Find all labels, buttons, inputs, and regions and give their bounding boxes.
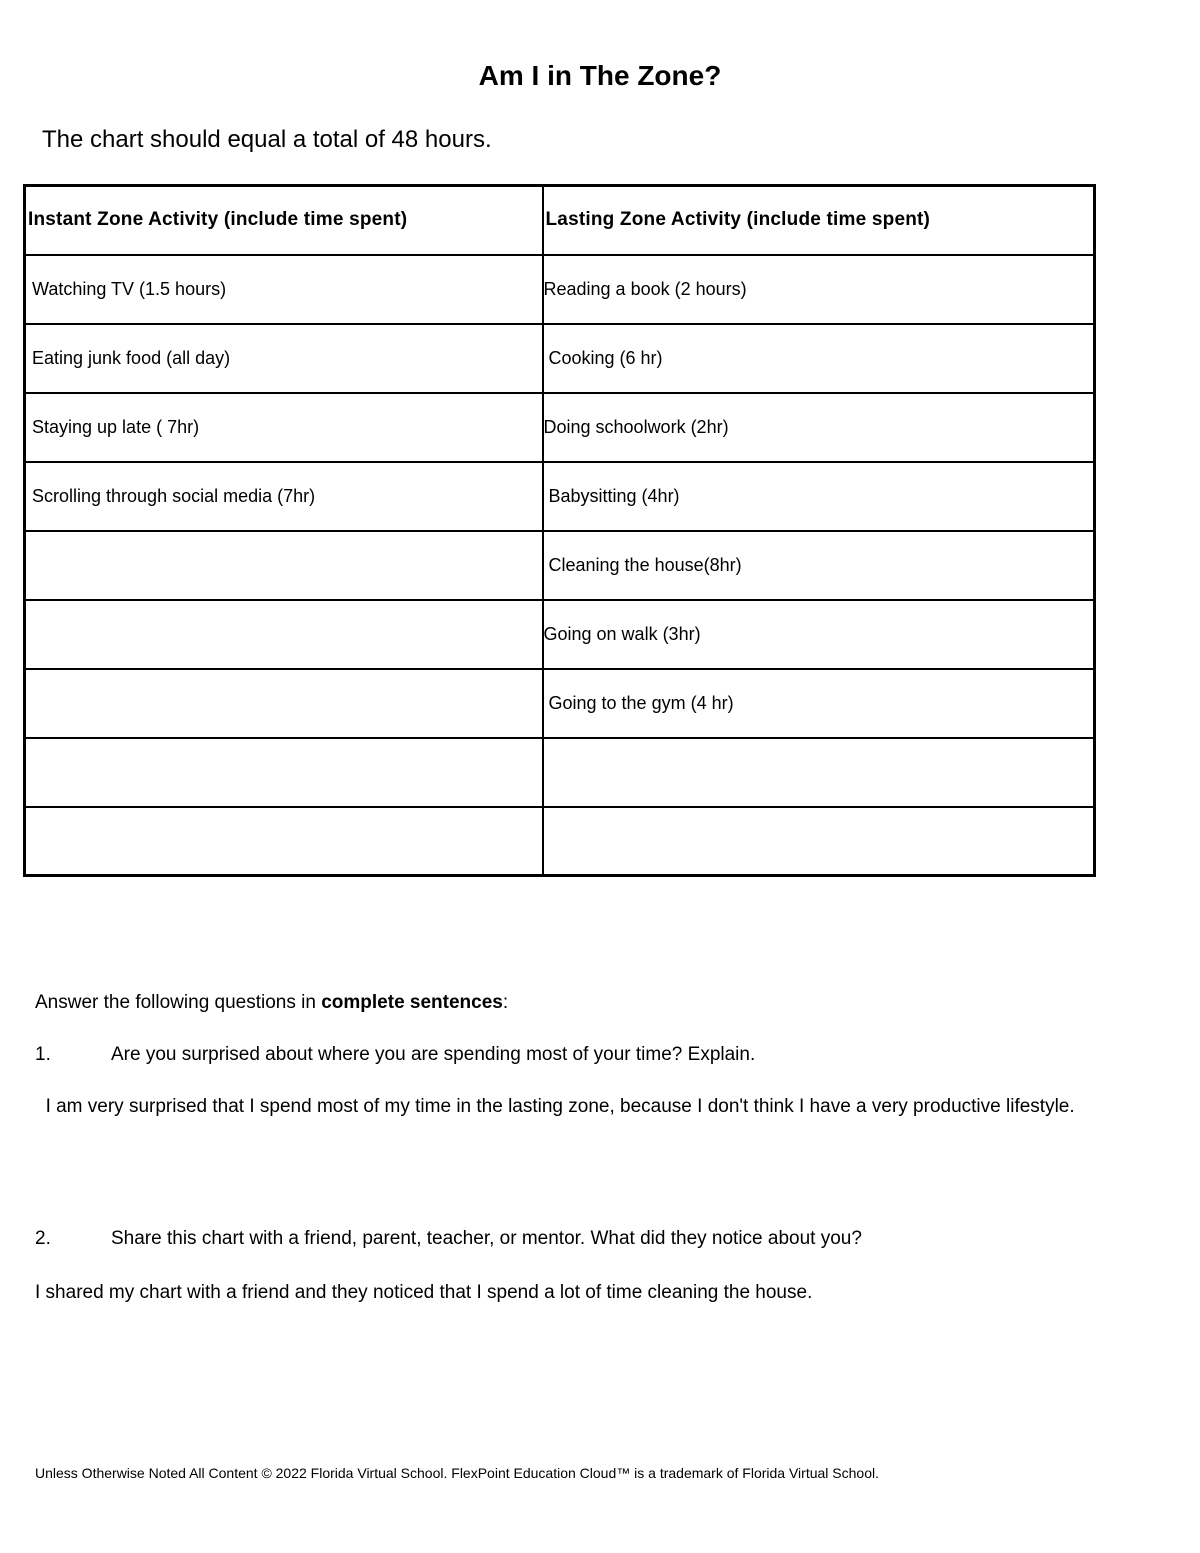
table-row — [25, 255, 1095, 324]
table-header-row — [25, 186, 1095, 255]
lasting-activity-cell: Cleaning the house(8hr) — [543, 531, 1095, 600]
lasting-activity-cell: Babysitting (4hr) — [543, 462, 1095, 531]
table-row — [25, 600, 1095, 669]
table-row — [25, 462, 1095, 531]
instant-activity-cell — [25, 531, 543, 600]
instant-zone-header: Instant Zone Activity (include time spent) — [25, 186, 543, 255]
lasting-activity-cell: Doing schoolwork (2hr) — [543, 393, 1095, 462]
lasting-activity-cell — [543, 738, 1095, 807]
instructions-suffix: : — [502, 992, 509, 1013]
question-text: Share this chart with a friend, parent, teacher, or mentor. What did they notice about you? — [111, 1228, 862, 1249]
instant-activity-cell: Staying up late ( 7hr) — [25, 393, 543, 462]
instant-activity-cell: Watching TV (1.5 hours) — [25, 255, 543, 324]
lasting-activity-cell: Reading a book (2 hours) — [543, 255, 1095, 324]
lasting-activity-cell — [543, 807, 1095, 876]
question-2 — [35, 1228, 862, 1250]
question-number: 1. — [35, 1044, 51, 1065]
instructions-prefix: Answer the following questions in — [35, 992, 322, 1013]
table-row — [25, 531, 1095, 600]
instant-activity-cell — [25, 669, 543, 738]
table-row — [25, 807, 1095, 876]
copyright-footer: Unless Otherwise Noted All Content © 2022 Florida Virtual School. FlexPoint Education Cloud™ is a trademark of Florida Virtual School. — [35, 1465, 879, 1481]
question-number: 2. — [35, 1228, 51, 1249]
page-title: Am I in The Zone? — [478, 60, 722, 91]
answer-1: I am very surprised that I spend most of my time in the lasting zone, because I don't think I have a very productive lifestyle. — [35, 1096, 1075, 1117]
zone-activity-table — [23, 184, 1096, 877]
instant-activity-cell — [25, 738, 543, 807]
instructions-emphasis: complete sentences — [321, 992, 503, 1013]
instant-activity-cell — [25, 807, 543, 876]
lasting-zone-header: Lasting Zone Activity (include time spent) — [543, 186, 1095, 255]
instant-activity-cell: Scrolling through social media (7hr) — [25, 462, 543, 531]
lasting-activity-cell: Going to the gym (4 hr) — [543, 669, 1095, 738]
lasting-activity-cell: Going on walk (3hr) — [543, 600, 1095, 669]
answer-2: I shared my chart with a friend and they noticed that I spend a lot of time cleaning the house. — [35, 1282, 813, 1303]
question-text: Are you surprised about where you are spending most of your time? Explain. — [111, 1044, 756, 1065]
page-subtitle: The chart should equal a total of 48 hours. — [42, 126, 492, 153]
table-row — [25, 324, 1095, 393]
instructions — [35, 992, 508, 1014]
lasting-activity-cell: Cooking (6 hr) — [543, 324, 1095, 393]
table-row — [25, 738, 1095, 807]
table-row — [25, 393, 1095, 462]
instant-activity-cell — [25, 600, 543, 669]
question-1 — [35, 1044, 755, 1066]
instant-activity-cell: Eating junk food (all day) — [25, 324, 543, 393]
table-row — [25, 669, 1095, 738]
